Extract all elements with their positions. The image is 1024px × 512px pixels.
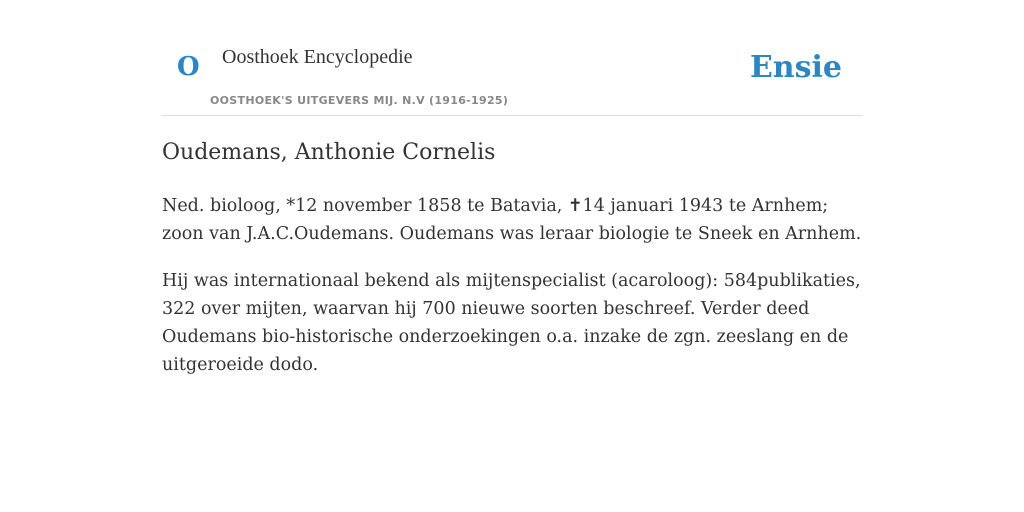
site-title-link[interactable]: Oosthoek Encyclopedie (222, 46, 413, 68)
publisher-subtitle: OOSTHOEK'S UITGEVERS MIJ. N.V (1916-1925) (210, 94, 509, 107)
logo-mark[interactable]: O (177, 52, 200, 82)
page-container (162, 0, 862, 375)
entry-paragraph: Hij was internationaal bekend als mijtenspecialist (acaroloog): 584publikaties, 322 over mijten, waarvan hij 700 nieuwe soorten beschreef. Verder deed Oudemans bio-historische onderzoekingen o.a. inzake de zgn. zeeslang en de uitgeroeide dodo. (162, 271, 861, 375)
entry-title: Oudemans, Anthonie Cornelis (162, 140, 496, 165)
entry-paragraph: Ned. bioloog, *12 november 1858 te Batavia, ✝14 januari 1943 te Arnhem; zoon van J.A.C.Oudemans. Oudemans was leraar biologie te Sneek en Arnhem. (162, 196, 862, 244)
ensie-logo-link[interactable]: Ensie (749, 50, 842, 85)
header (162, 0, 862, 116)
